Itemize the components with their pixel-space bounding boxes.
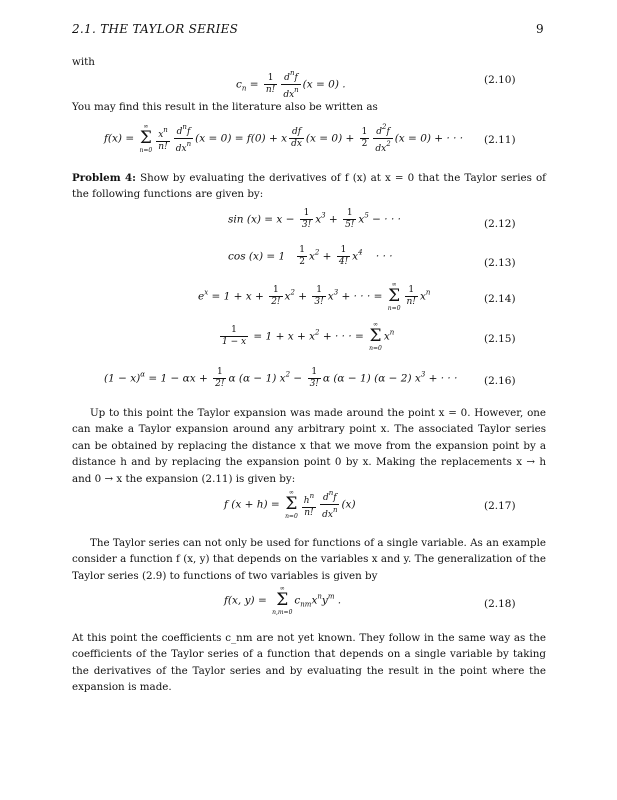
problem-4 <box>72 170 546 203</box>
equation-2-13: cos (x) = 1 $\frac{1}{2}$ $x^2$ + $\frac{1}{4!}$ $x^4$ · · · <box>228 245 393 267</box>
eqnum-2-12: (2.12) <box>484 218 516 230</box>
equation-2-18: f(x, y) = ∞ Σ n,m=0 $c_{nm}x^ny^m$ . <box>224 585 342 616</box>
text-literature: You may find this result in the literature also be written as <box>72 101 378 113</box>
eqnum-2-16: (2.16) <box>484 375 516 387</box>
eqnum-2-15: (2.15) <box>484 333 516 345</box>
eqnum-2-17: (2.17) <box>484 500 516 512</box>
equation-2-11: f(x) = ∞ Σ n=0 $\frac{x^n}{n!}$ $\frac{d^nf}{dx^n}$ (x = 0) = f(0) + x $\frac{df}{dx}$ (x = 0) + $\frac{1}{2}$ $\frac{d^2f}{dx^2}$ (x = 0) + · · · <box>104 123 464 154</box>
eqnum-2-13: (2.13) <box>484 257 516 269</box>
equation-2-15: $\frac{1}{1 - x}$ = $1 + x + x^2$ + · · · = ∞ Σ n=0 $x^n$ <box>222 321 395 352</box>
equation-2-17: f (x + h) = ∞ Σ n=0 $\frac{h^n}{n!}$ $\frac{d^nf}{dx^n}$ (x) <box>224 489 356 520</box>
paragraph-final: At this point the coefficients c_nm are not yet known. They follow in the same way as the coefficients of the Taylor series of a function that depends on a single variable by taking the derivatives of the Taylor series and by evaluating the result in the point where the expansion is made. <box>72 632 546 694</box>
text-with: with <box>72 56 95 68</box>
paragraph-twovar: The Taylor series can not only be used for functions of a single variable. As an example consider a function f (x, y) that depends on the variables x and y. The generalization of the Taylor series (2.9) to functions of two variables is given by <box>72 537 546 582</box>
problem-text: Show by evaluating the derivatives of f (x) at x = 0 that the Taylor series of the following functions are given by: <box>72 172 546 201</box>
eqnum-2-11: (2.11) <box>484 134 516 146</box>
eqnum-2-18: (2.18) <box>484 598 516 610</box>
equation-2-12: sin (x) = x − $\frac{1}{3!}$ $x^3$ + $\frac{1}{5!}$ $x^5$ − · · · <box>228 208 401 230</box>
running-header: 2.1. THE TAYLOR SERIES <box>72 22 239 36</box>
paragraph-upto: Up to this point the Taylor expansion was made around the point x = 0. However, one can make a Taylor expansion around any arbitrary point x. The associated Taylor series can be obtained by replacing the distance x that we move from the expansion point by a distance h and by replacing the expansion point 0 by x. Making the replacements x → h and 0 → x the expansion (2.11) is given by: <box>72 407 546 485</box>
eqnum-2-14: (2.14) <box>484 293 516 305</box>
page-number: 9 <box>536 22 544 36</box>
problem-label: Problem 4: <box>72 172 136 184</box>
equation-2-14: $e^x = 1 + x$ + $\frac{1}{2!}$ $x^2$ + $\frac{1}{3!}$ $x^3$ + · · · = ∞ Σ n=0 $\frac{1}{n!}$ $x^n$ <box>198 281 431 312</box>
equation-2-10: $c_n$ = $\frac{1}{n!}$ $\frac{d^nf}{dx^n}$ (x = 0) . <box>236 69 346 100</box>
eqnum-2-10: (2.10) <box>484 74 516 86</box>
equation-2-16: $(1 - x)^\alpha = 1 - \alpha x$ + $\frac{1}{2!}$ α (α − 1) $x^2$ − $\frac{1}{3!}$ α (α − 1) (α − 2) $x^3$ + · · · <box>104 367 458 389</box>
